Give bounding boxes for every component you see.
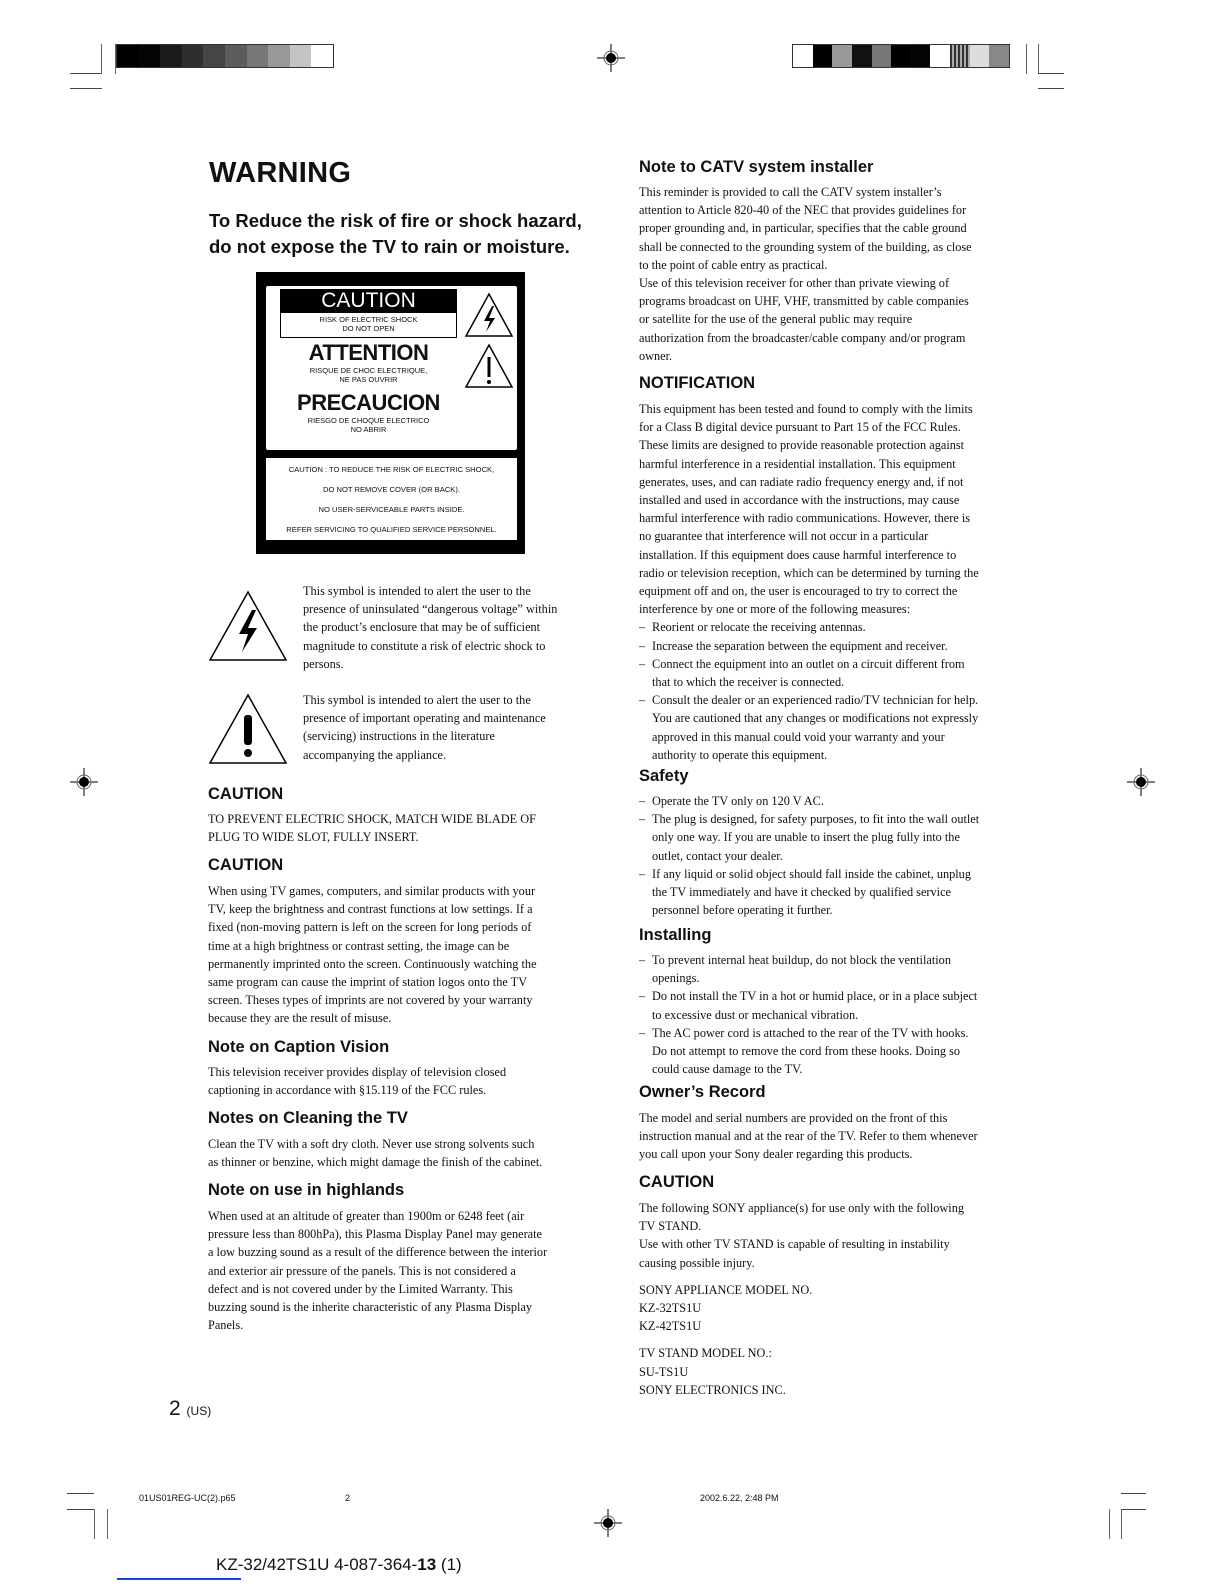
text-line: TO PREVENT ELECTRIC SHOCK, MATCH WIDE BLADE OF bbox=[208, 812, 536, 826]
text-line: Use of this television receiver for other than private viewing of bbox=[639, 276, 950, 291]
text-line: only one way. If you are unable to insert the plug fully into the bbox=[652, 830, 960, 845]
text-line: Do not attempt to remove the cord from these hooks. Doing so bbox=[652, 1044, 961, 1059]
text-line: shall be connected to the grounding system of the building, as close bbox=[639, 239, 972, 254]
text-line: presence of uninsulated “dangerous voltage” within bbox=[303, 602, 558, 617]
text-line: installation. If this equipment does cause harmful interference to bbox=[639, 547, 957, 562]
text-line: TV, keep the brightness and contrast functions at low settings. If a bbox=[208, 902, 533, 917]
precaucion-subtext bbox=[280, 416, 457, 434]
crop-mark bbox=[1121, 1493, 1146, 1494]
warning-subtitle-line: To Reduce the risk of fire or shock hazard, bbox=[209, 210, 582, 231]
caution-label-top-panel bbox=[266, 286, 517, 450]
caution-subtext-box bbox=[280, 313, 457, 338]
text-line: because they are the result of misuse. bbox=[208, 1011, 392, 1026]
text-line: the product’s enclosure that may be of sufficient bbox=[303, 620, 541, 635]
precaucion-heading: PRECAUCION bbox=[297, 390, 440, 415]
registration-mark-icon bbox=[70, 768, 98, 796]
precaucion-sub: NO ABRIR bbox=[350, 425, 387, 434]
registration-mark-icon bbox=[1127, 768, 1155, 796]
text-line: presence of important operating and maintenance bbox=[303, 711, 546, 726]
bullet-item bbox=[639, 655, 1034, 691]
text-line: proper grounding and, in particular, specifies that the cable ground bbox=[639, 221, 967, 236]
text-line: – Reorient or relocate the receiving antennas. bbox=[652, 620, 866, 635]
section-heading-notification: NOTIFICATION bbox=[639, 374, 756, 392]
model-number: KZ-42TS1U bbox=[639, 1319, 702, 1334]
text-line: the TV immediately and have it checked by qualified service bbox=[652, 885, 952, 900]
text-line: installed and used in accordance with the instructions, may cause bbox=[639, 493, 960, 508]
text-line: When used at an altitude of greater than 1900m or 6248 feet (air bbox=[208, 1209, 525, 1223]
text-line: interference by one or more of the following measures: bbox=[639, 602, 911, 617]
registration-mark-icon bbox=[597, 44, 625, 72]
text-line: outlet, contact your dealer. bbox=[652, 848, 783, 863]
text-line: TV STAND. bbox=[639, 1219, 702, 1234]
footer-underline bbox=[117, 1578, 241, 1580]
text-line: attention to Article 820-40 of the NEC that provides guidelines for bbox=[639, 203, 967, 218]
text-line: screen. Theses types of imprints are not covered by your warranty bbox=[208, 993, 533, 1008]
section-heading-catv: Note to CATV system installer bbox=[639, 158, 874, 176]
section-heading-caution-imprint: CAUTION bbox=[208, 856, 284, 874]
crop-mark bbox=[1121, 1509, 1146, 1510]
symbol-explanation-voltage bbox=[208, 582, 598, 674]
crop-mark bbox=[1038, 88, 1064, 89]
model-number: KZ-32TS1U bbox=[639, 1301, 702, 1316]
model-code-revision: 13 bbox=[417, 1555, 437, 1574]
text-line: This symbol is intended to alert the user to the bbox=[303, 584, 531, 598]
text-line: no guarantee that interference will not occur in a particular bbox=[639, 529, 929, 544]
text-line: The model and serial numbers are provided on the front of this bbox=[639, 1111, 948, 1125]
page-region: (US) bbox=[186, 1404, 212, 1418]
text-line: authorization from the broadcaster/cable company and/or program bbox=[639, 330, 966, 345]
symbol-description bbox=[303, 691, 603, 764]
text-line: magnitude to constitute a risk of electric shock to bbox=[303, 638, 546, 653]
crop-mark bbox=[1026, 44, 1027, 74]
text-line: time at a high brightness or contrast setting, the image can be bbox=[208, 938, 510, 953]
text-line: to the point of cable entry as practical. bbox=[639, 257, 828, 272]
section-body-notification bbox=[639, 400, 1034, 764]
bullet-item bbox=[639, 691, 1034, 764]
section-body-caution-imprint bbox=[208, 882, 603, 1028]
text-line: This television receiver provides display of television closed bbox=[208, 1065, 507, 1079]
text-line: programs broadcast on UHF, VHF, transmitted by cable companies bbox=[639, 294, 969, 309]
precaucion-sub: RIESGO DE CHOQUE ELECTRICO bbox=[307, 416, 430, 425]
text-line: You are cautioned that any changes or modifications not expressly bbox=[652, 711, 979, 726]
lightning-warning-triangle-icon bbox=[208, 590, 288, 662]
label-bottom-line: REFER SERVICING TO QUALIFIED SERVICE PERSONNEL. bbox=[286, 525, 497, 534]
text-line: – Consult the dealer or an experienced radio/TV technician for help. bbox=[652, 693, 979, 708]
bullet-item bbox=[639, 1024, 1034, 1079]
model-number: SU-TS1U bbox=[639, 1364, 689, 1379]
caution-banner: CAUTION bbox=[280, 289, 457, 313]
text-line: approved in this manual could void your warranty and your bbox=[652, 729, 945, 744]
text-line: defect and is not covered under by the Limited Warranty. This bbox=[208, 1281, 513, 1296]
text-line: Clean the TV with a soft dry cloth. Never use strong solvents such bbox=[208, 1137, 535, 1151]
text-line: SONY APPLIANCE MODEL NO. bbox=[639, 1282, 813, 1297]
text-line: SONY ELECTRONICS INC. bbox=[639, 1382, 786, 1397]
footer-model-code bbox=[216, 1555, 462, 1575]
caution-label-graphic bbox=[256, 272, 525, 554]
text-line: fixed (non-moving pattern is left on the screen for long periods of bbox=[208, 920, 532, 935]
caution-label-bottom-panel bbox=[266, 458, 517, 540]
section-heading-owners-record: Owner’s Record bbox=[639, 1083, 766, 1101]
color-calibration-bar-right bbox=[792, 44, 1010, 68]
symbol-description bbox=[303, 582, 603, 673]
bullet-item bbox=[639, 810, 1034, 865]
text-line: a low buzzing sound as a result of the difference between the interior bbox=[208, 1245, 548, 1260]
text-line: or satellite for the use of the general public may require bbox=[639, 312, 913, 327]
text-line: could cause damage to the TV. bbox=[652, 1062, 803, 1077]
section-body-owners-record bbox=[639, 1109, 1034, 1164]
crop-mark bbox=[94, 1509, 95, 1539]
text-line: same program can cause the imprint of station logos onto the TV bbox=[208, 975, 528, 990]
text-line: openings. bbox=[652, 971, 700, 986]
crop-mark bbox=[1038, 73, 1064, 74]
section-body-safety bbox=[639, 792, 1034, 919]
section-heading-highlands: Note on use in highlands bbox=[208, 1181, 405, 1199]
section-body-highlands bbox=[208, 1207, 603, 1334]
bullet-item bbox=[639, 637, 1034, 655]
text-line: PLUG TO WIDE SLOT, FULLY INSERT. bbox=[208, 830, 419, 845]
symbol-explanation-instructions bbox=[208, 691, 598, 767]
text-line: permanently imprinted onto the screen. Continuously watching the bbox=[208, 956, 537, 971]
crop-mark bbox=[70, 73, 102, 74]
crop-mark bbox=[1121, 1509, 1122, 1539]
attention-heading: ATTENTION bbox=[308, 340, 429, 365]
attention-subtext bbox=[280, 366, 457, 384]
text-line: – Connect the equipment into an outlet on a circuit different from bbox=[652, 656, 965, 671]
footer-file-page: 2 bbox=[345, 1493, 351, 1503]
text-line: as thinner or benzine, which might damage the finish of the cabinet. bbox=[208, 1155, 543, 1170]
text-line: – To prevent internal heat buildup, do not block the ventilation bbox=[652, 953, 951, 967]
model-code-suffix: (1) bbox=[436, 1555, 462, 1574]
text-line: These limits are designed to provide reasonable protection against bbox=[639, 438, 965, 453]
warning-subtitle bbox=[209, 208, 619, 260]
text-line: Use with other TV STAND is capable of resulting in instability bbox=[639, 1237, 950, 1252]
label-bottom-line: NO USER-SERVICEABLE PARTS INSIDE. bbox=[318, 505, 465, 514]
page-number bbox=[169, 1397, 211, 1421]
text-line: – The AC power cord is attached to the rear of the TV with hooks. bbox=[652, 1025, 969, 1040]
footer-file-name: 01US01REG-UC(2).p65 bbox=[139, 1493, 236, 1503]
section-heading-caution-stand: CAUTION bbox=[639, 1173, 715, 1191]
crop-mark bbox=[107, 1509, 108, 1539]
color-calibration-bar-left bbox=[116, 44, 334, 68]
text-line: for a Class B digital device pursuant to Part 15 of the FCC Rules. bbox=[639, 420, 961, 435]
text-line: to excessive dust or mechanical vibration. bbox=[652, 1007, 859, 1022]
section-body-installing bbox=[639, 951, 1034, 1078]
section-heading-safety: Safety bbox=[639, 767, 689, 785]
crop-mark bbox=[67, 1493, 94, 1494]
model-code-prefix: KZ-32/42TS1U 4-087-364- bbox=[216, 1555, 418, 1574]
text-line: This reminder is provided to call the CATV system installer’s bbox=[639, 185, 942, 199]
text-line: When using TV games, computers, and similar products with your bbox=[208, 884, 536, 898]
text-line: instruction manual and at the rear of the TV. Refer to them whenever bbox=[639, 1129, 978, 1144]
text-line: (servicing) instructions in the literature bbox=[303, 729, 495, 744]
text-line: – The plug is designed, for safety purposes, to fit into the wall outlet bbox=[652, 812, 980, 827]
text-line: captioning in accordance with §15.119 of the FCC rules. bbox=[208, 1083, 487, 1098]
text-line: equipment off and on, the user is encouraged to try to correct the bbox=[639, 584, 958, 599]
text-line: pressure less than 800hPa), this Plasma Display Panel may generate bbox=[208, 1227, 542, 1242]
text-line: – Operate the TV only on 120 V AC. bbox=[652, 794, 824, 808]
text-line: authority to operate this equipment. bbox=[652, 747, 828, 762]
text-line: generates, uses, and can radiate radio frequency energy and, if not bbox=[639, 474, 964, 489]
bullet-item bbox=[639, 618, 1034, 636]
text-line: harmful interference with radio communications. However, there is bbox=[639, 511, 971, 526]
text-line: you call upon your Sony dealer regarding this products. bbox=[639, 1147, 913, 1162]
text-line: TV STAND MODEL NO.: bbox=[639, 1346, 772, 1361]
text-line: radio or television reception, which can be determined by turning the bbox=[639, 565, 979, 580]
crop-mark bbox=[70, 88, 102, 89]
bullet-item bbox=[639, 792, 1034, 810]
text-line: The following SONY appliance(s) for use only with the following bbox=[639, 1201, 965, 1215]
bullet-item bbox=[639, 951, 1034, 987]
section-body-caution-stand bbox=[639, 1199, 1034, 1399]
text-line: that to which the receiver is connected. bbox=[652, 675, 845, 690]
warning-subtitle-line: do not expose the TV to rain or moisture. bbox=[209, 236, 570, 257]
text-line: – If any liquid or solid object should fall inside the cabinet, unplug bbox=[652, 866, 971, 881]
text-line: owner. bbox=[639, 348, 673, 363]
text-line: Panels. bbox=[208, 1318, 244, 1333]
section-heading-installing: Installing bbox=[639, 926, 712, 944]
caution-sub: RISK OF ELECTRIC SHOCK bbox=[319, 315, 418, 324]
registration-mark-icon bbox=[594, 1509, 622, 1537]
text-line: accompanying the appliance. bbox=[303, 747, 447, 762]
text-line: – Do not install the TV in a hot or humid place, or in a place subject bbox=[652, 989, 978, 1004]
label-bottom-line: DO NOT REMOVE COVER (OR BACK). bbox=[323, 485, 460, 494]
text-line: buzzing sound is the inherite characteristic of any Plasma Display bbox=[208, 1300, 533, 1315]
bullet-item bbox=[639, 987, 1034, 1023]
lightning-warning-triangle-icon bbox=[464, 292, 514, 338]
crop-mark bbox=[67, 1509, 94, 1510]
crop-mark bbox=[101, 44, 102, 74]
crop-mark bbox=[1038, 44, 1039, 74]
bullet-item bbox=[639, 865, 1034, 920]
exclamation-warning-triangle-icon bbox=[208, 693, 288, 765]
page-number-value: 2 bbox=[169, 1397, 181, 1420]
section-body-cleaning bbox=[208, 1135, 603, 1171]
label-bottom-line: CAUTION : TO REDUCE THE RISK OF ELECTRIC SHOCK, bbox=[288, 465, 495, 474]
section-heading-caution-plug: CAUTION bbox=[208, 785, 284, 803]
text-line: persons. bbox=[303, 656, 344, 671]
text-line: This symbol is intended to alert the user to the bbox=[303, 693, 531, 707]
crop-mark bbox=[1109, 1509, 1110, 1539]
text-line: and exterior air pressure of the panels. This is not considered a bbox=[208, 1263, 516, 1278]
text-line: This equipment has been tested and found to comply with the limits bbox=[639, 402, 973, 416]
text-line: harmful interference in a residential installation. This equipment bbox=[639, 456, 956, 471]
text-line: personnel before operating it further. bbox=[652, 903, 833, 918]
section-body-caption-vision bbox=[208, 1063, 603, 1099]
section-heading-caption-vision: Note on Caption Vision bbox=[208, 1038, 390, 1056]
attention-sub: RISQUE DE CHOC ELECTRIQUE, bbox=[309, 366, 428, 375]
exclamation-warning-triangle-icon bbox=[464, 343, 514, 389]
section-body-caution-plug bbox=[208, 810, 603, 846]
footer-datetime: 2002.6.22, 2:48 PM bbox=[700, 1493, 779, 1503]
section-heading-cleaning: Notes on Cleaning the TV bbox=[208, 1109, 408, 1127]
text-line: causing possible injury. bbox=[639, 1255, 755, 1270]
text-line: – Increase the separation between the equipment and receiver. bbox=[652, 638, 948, 653]
section-body-catv bbox=[639, 183, 1034, 365]
warning-title: WARNING bbox=[209, 157, 352, 189]
attention-sub: NE PAS OUVRIR bbox=[339, 375, 398, 384]
caution-sub: DO NOT OPEN bbox=[342, 324, 395, 333]
